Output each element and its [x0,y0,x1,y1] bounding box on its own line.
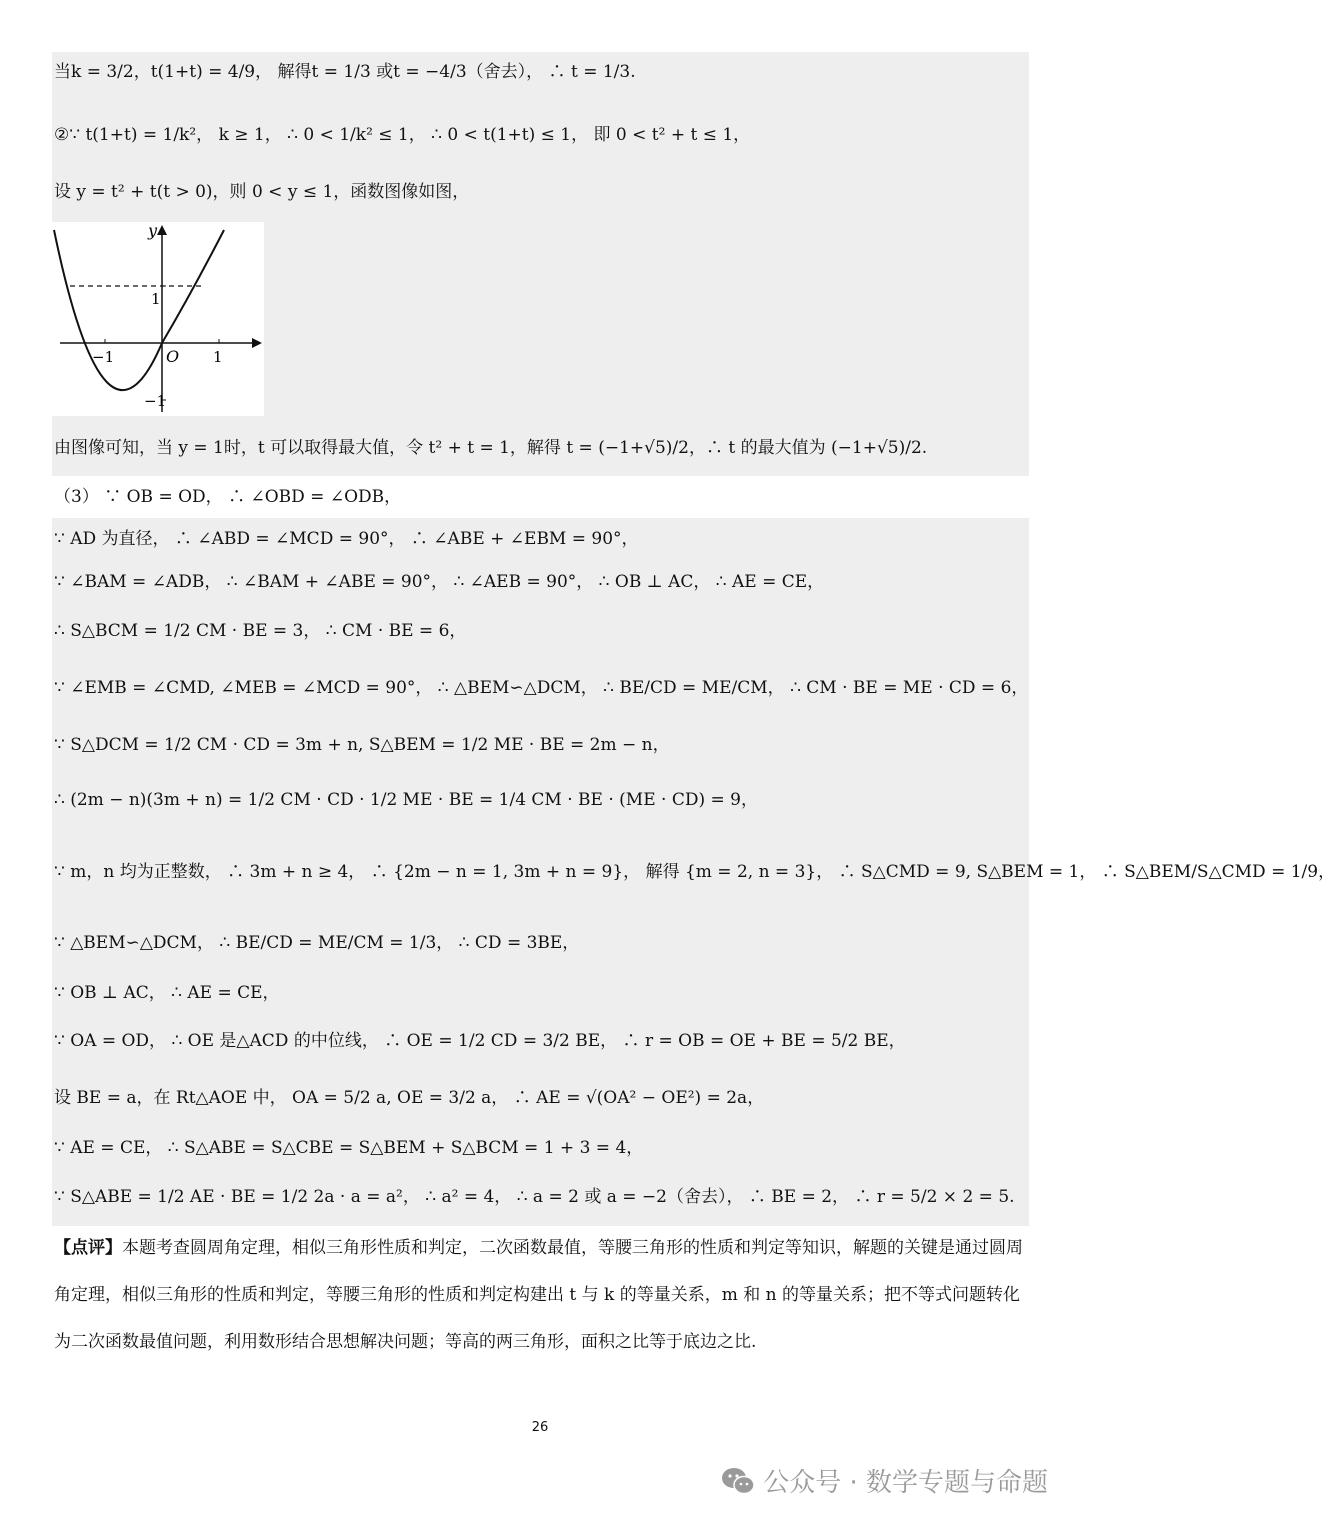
y-tick-neg-label: −1 [144,392,167,410]
remark-paragraph [54,1225,1029,1366]
solution-line-2: ②∵ t(1+t) = 1/k²， k ≥ 1， ∴ 0 < 1/k² ≤ 1， ∴ 0 < t(1+t) ≤ 1， 即 0 < t² + t ≤ 1， [54,125,751,145]
origin-label: O [166,347,180,366]
solution-line-15: ∵ OA = OD， ∴ OE 是△ACD 的中位线， ∴ OE = 1/2 CD = 3/2 BE， ∴ r = OB = OE + BE = 5/2 BE， [54,1031,906,1051]
solution-line-8: ∴ S△BCM = 1/2 CM · BE = 3， ∴ CM · BE = 6， [54,621,467,641]
y-axis-label: y [148,221,158,240]
watermark [721,1462,1048,1499]
remark-text: 本题考查圆周角定理，相似三角形性质和判定，二次函数最值，等腰三角形的性质和判定等知识，解题的关键是通过圆周角定理，相似三角形的性质和判定，等腰三角形的性质和判定构建出 t 与 k 的等量关系，m 和 n 的等量关系；把不等式问题转化为二次函数最值问题，利用数形结合思想解决问题；等高的两三角形，面积之比等于底边之比. [54,1238,1023,1352]
parabola-graph [52,222,264,416]
y-tick-pos-label: 1 [151,290,161,308]
x-tick-neg-label: −1 [92,348,115,366]
page-number: 26 [531,1420,549,1435]
remark-tag: 【点评】 [54,1238,122,1258]
part3-heading-line: （3） ∵ OB = OD， ∴ ∠OBD = ∠ODB， [54,487,402,507]
x-tick-pos-label: 1 [213,348,223,366]
solution-line-18: ∵ S△ABE = 1/2 AE · BE = 1/2 2a · a = a²， ∴ a² = 4， ∴ a = 2 或 a = −2（舍去）， ∴ BE = 2， ∴ r = 5/2 × 2 = 5. [54,1187,1015,1207]
solution-line-16: 设 BE = a，在 Rt△AOE 中， OA = 5/2 a, OE = 3/2 a， ∴ AE = √(OA² − OE²) = 2a， [54,1088,765,1108]
solution-line-11: ∴ (2m − n)(3m + n) = 1/2 CM · CD · 1/2 ME · BE = 1/4 CM · BE · (ME · CD) = 9， [54,790,758,810]
solution-line-14: ∵ OB ⊥ AC， ∴ AE = CE， [54,983,280,1003]
solution-line-17: ∵ AE = CE， ∴ S△ABE = S△CBE = S△BEM + S△BCM = 1 + 3 = 4， [54,1138,644,1158]
solution-line-12: ∵ m，n 均为正整数， ∴ 3m + n ≥ 4， ∴ {2m − n = 1, 3m + n = 9}， 解得 {m = 2, n = 3}， ∴ S△CMD = 9, S△BEM = 1， ∴ S△BEM/S△CMD = 1/9， [54,862,1335,882]
watermark-text: 公众号 · 数学专题与命题 [763,1468,1048,1498]
solution-line-7: ∵ ∠BAM = ∠ADB， ∴ ∠BAM + ∠ABE = 90°， ∴ ∠AEB = 90°， ∴ OB ⊥ AC， ∴ AE = CE， [54,572,825,592]
solution-line-3: 设 y = t² + t(t > 0)，则 0 < y ≤ 1，函数图像如图， [54,182,470,202]
solution-line-10: ∵ S△DCM = 1/2 CM · CD = 3m + n, S△BEM = 1/2 ME · BE = 2m − n， [54,735,670,755]
solution-line-1: 当k = 3/2，t(1+t) = 4/9， 解得t = 1/3 或t = −4/3（舍去）， ∴ t = 1/3. [54,62,636,82]
solution-line-6: ∵ AD 为直径， ∴ ∠ABD = ∠MCD = 90°， ∴ ∠ABE + ∠EBM = 90°， [54,529,639,549]
solution-line-9: ∵ ∠EMB = ∠CMD, ∠MEB = ∠MCD = 90°， ∴ △BEM∽△DCM， ∴ BE/CD = ME/CM， ∴ CM · BE = ME · CD = 6， [54,678,1029,698]
wechat-icon [721,1467,755,1495]
solution-line-13: ∵ △BEM∽△DCM， ∴ BE/CD = ME/CM = 1/3， ∴ CD = 3BE， [54,933,580,953]
solution-line-4: 由图像可知，当 y = 1时，t 可以取得最大值，令 t² + t = 1，解得 t = (−1+√5)/2，∴ t 的最大值为 (−1+√5)/2. [54,438,928,458]
